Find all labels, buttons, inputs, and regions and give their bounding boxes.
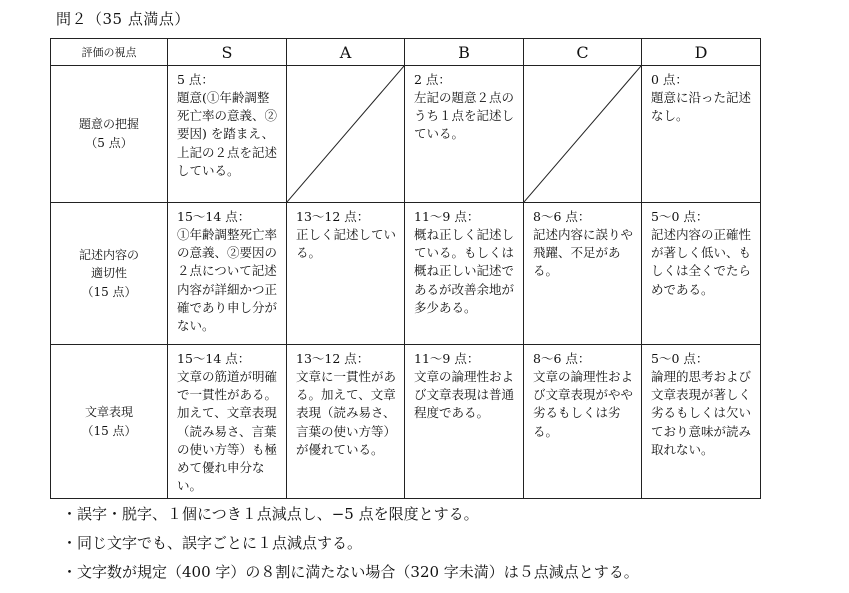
cell-score: 5〜0 点： [651,209,709,224]
row-header-content-accuracy [51,203,168,345]
cell-score: 15〜14 点： [177,209,251,224]
cell-content-d [642,203,761,345]
table-row [51,345,761,499]
header-grade-d: D [642,39,761,66]
cell-text: 記述内容に誤りや飛躍、不足がある。 [533,227,634,279]
note-character-count: ・文字数が規定（400 字）の８割に満たない場合（320 字未満）は５点減点とする。 [62,563,639,581]
row-header-line: （15 点） [81,284,137,299]
cell-score: 11〜9 点： [414,351,480,366]
cell-score: 2 点： [414,72,451,87]
note-same-character: ・同じ文字でも、誤字ごとに１点減点する。 [62,534,363,552]
cell-text: 正しく記述している。 [296,227,397,261]
row-header-expression [51,345,168,499]
cell-expression-a [287,345,405,499]
cell-score: 0 点： [651,72,688,87]
cell-text: 概ね正しく記述している。もしくは概ね正しい記述であるが改善余地が多少ある。 [414,227,515,315]
cell-expression-d [642,345,761,499]
rubric-table [50,38,761,499]
cell-score: 8〜6 点： [533,209,591,224]
cell-text: 左記の題意２点のうち１点を記述している。 [414,90,515,142]
cell-content-s [168,203,287,345]
question-title: 問２（35 点満点） [56,10,190,28]
cell-text: 記述内容の正確性が著しく低い、もしくは全くでたらめである。 [651,227,752,297]
row-header-comprehension [51,66,168,203]
cell-expression-s [168,345,287,499]
header-grade-s: S [168,39,287,66]
cell-text: 題意(①年齢調整死亡率の意義、②要因) を踏まえ、上記の２点を記述している。 [177,90,278,178]
cell-expression-b [405,345,524,499]
row-header-line: （5 点） [85,136,133,150]
cell-content-a [287,203,405,345]
cell-text: 題意に沿った記述なし。 [651,90,752,124]
row-header-line: （15 点） [81,423,137,438]
row-header-line: 適切性 [90,266,127,281]
cell-text: 文章に一貫性がある。加えて、文章表現（読み易さ、言葉の使い方等）が優れている。 [296,369,397,457]
header-grade-c: C [524,39,642,66]
cell-score: 13〜12 点： [296,209,370,224]
cell-comprehension-b [405,66,524,203]
cell-comprehension-s [168,66,287,203]
table-row [51,66,761,203]
row-header-line: 記述内容の [78,247,139,262]
cell-comprehension-a-not-applicable [287,66,405,203]
note-typo-deduction: ・誤字・脱字、１個につき１点減点し、−5 点を限度とする。 [62,505,479,523]
cell-text: ①年齢調整死亡率の意義、②要因の２点について記述内容が詳細かつ正確であり申し分がない。 [177,227,278,333]
cell-score: 5 点： [177,72,214,87]
cell-score: 5〜0 点： [651,351,709,366]
cell-comprehension-d [642,66,761,203]
diagonal-slash [524,66,641,202]
cell-score: 8〜6 点： [533,351,591,366]
header-viewpoint: 評価の視点 [51,39,168,66]
cell-content-c [524,203,642,345]
row-header-line: 文章表現 [84,404,133,419]
cell-text: 文章の論理性および文章表現がやや劣るもしくは劣る。 [533,369,634,439]
cell-score: 15〜14 点： [177,351,251,366]
cell-comprehension-c-not-applicable [524,66,642,203]
table-row [51,203,761,345]
cell-content-b [405,203,524,345]
header-row [51,39,761,66]
cell-expression-c [524,345,642,499]
grading-notes [62,500,639,587]
cell-text: 文章の筋道が明確で一貫性がある。加えて、文章表現（読み易さ、言葉の使い方等）も極めて優れ申分ない。 [177,369,278,493]
header-grade-a: A [287,39,405,66]
header-grade-b: B [405,39,524,66]
cell-score: 13〜12 点： [296,351,370,366]
diagonal-slash [287,66,404,202]
cell-text: 論理的思考および文章表現が著しく劣るもしくは欠いており意味が読み取れない。 [651,369,752,457]
row-header-line: 題意の把握 [78,117,139,132]
cell-score: 11〜9 点： [414,209,480,224]
cell-text: 文章の論理性および文章表現は普通程度である。 [414,369,515,421]
